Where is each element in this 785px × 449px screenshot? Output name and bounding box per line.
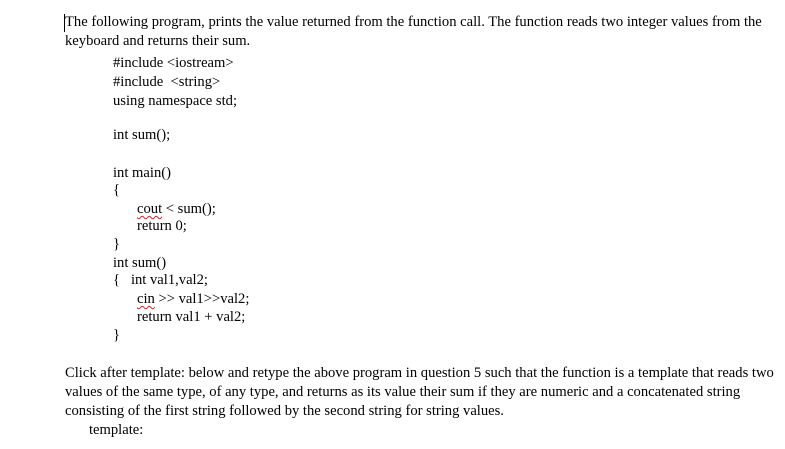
intro-paragraph: The following program, prints the value returned from the function call. The function reads two integer values from the keyboard and returns their sum. [65,14,762,49]
code-sum-close-brace: } [113,327,121,343]
instructions-paragraph: Click after template: below and retype the above program in question 5 such that the function is a template that reads two values of the same type, of any type, and returns as its value their sum if they are numeric and a concatenated string consisting of the first string followed by the second string for string values. [65,365,774,419]
code-sum-open-decl: { int val1,val2; [113,272,208,288]
template-label[interactable]: template: [89,422,144,438]
code-sum-signature: int sum() [113,255,167,271]
code-using-namespace: using namespace std; [113,93,238,109]
code-cout-rest: < sum(); [162,201,216,217]
code-main-open-brace: { [113,182,121,198]
code-return-sum: return val1 + val2; [137,309,246,325]
spellcheck-cin: cin [137,291,155,307]
spellcheck-cout: cout [137,201,163,217]
code-cin-rest: >> val1>>val2; [154,291,250,307]
code-include-iostream: #include <iostream> [113,55,234,71]
code-main-close-brace: } [113,236,121,252]
code-cin-line [137,290,249,309]
code-main-signature: int main() [113,165,171,181]
code-include-string: #include <string> [113,74,221,90]
code-return-zero: return 0; [137,218,187,234]
code-prototype: int sum(); [113,127,171,143]
